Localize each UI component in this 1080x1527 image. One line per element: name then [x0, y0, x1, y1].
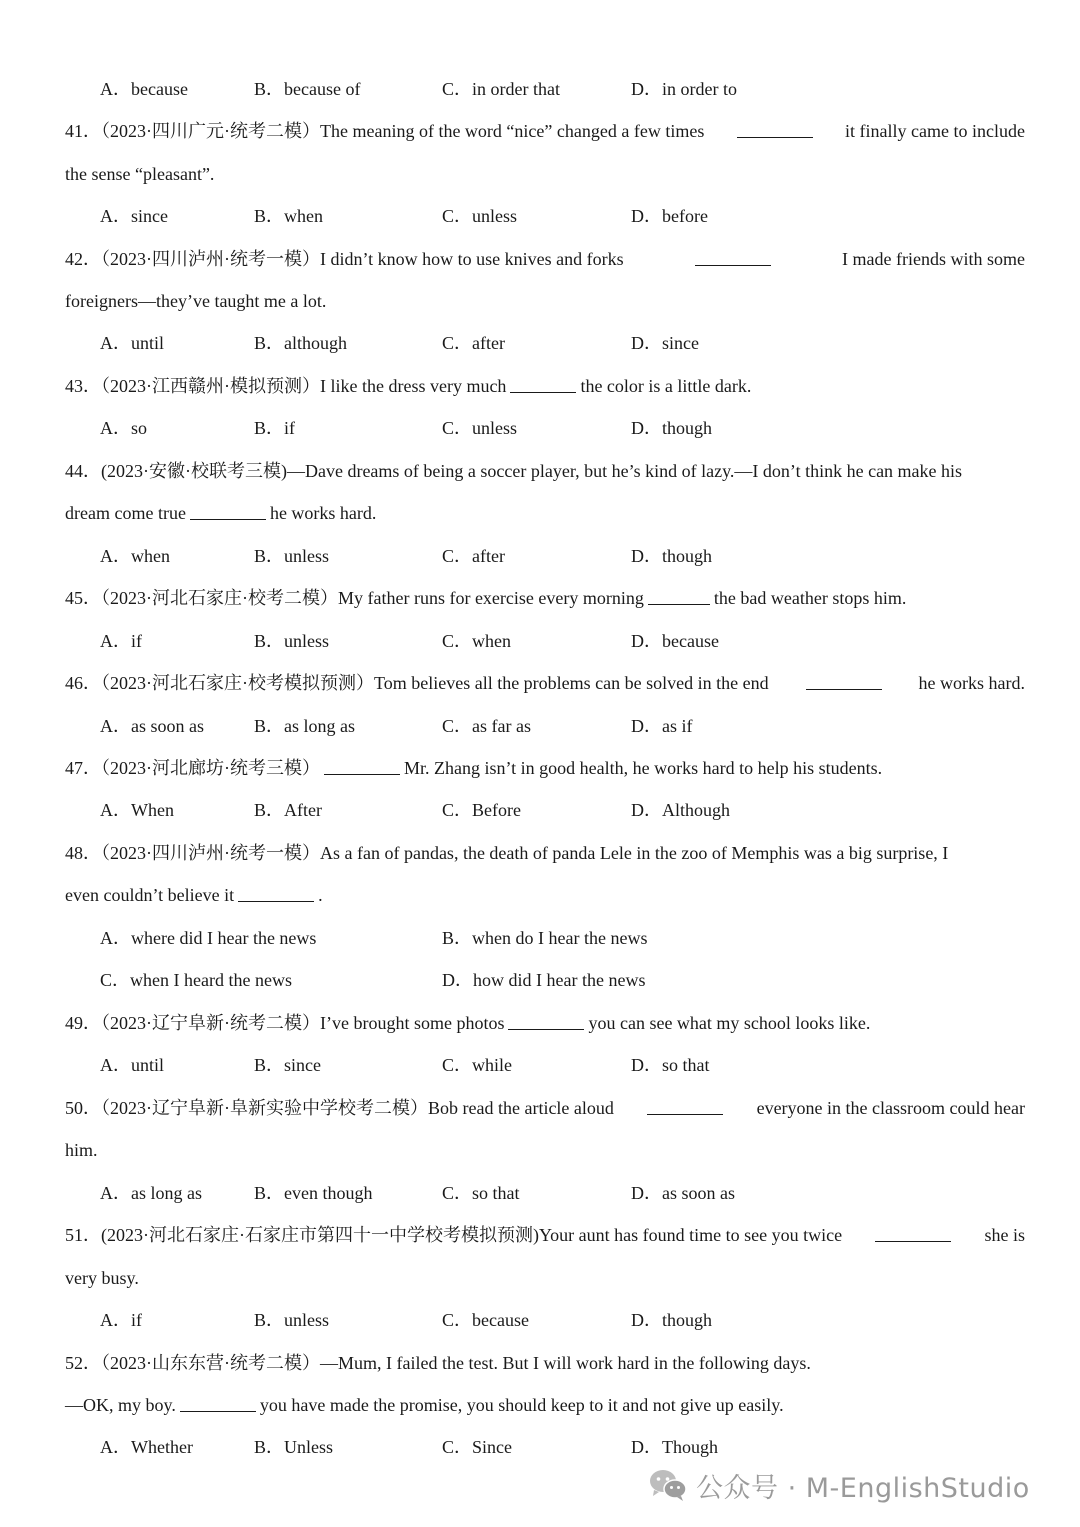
question-stem — [65, 1223, 1025, 1247]
question-text-after-blank: he works hard. — [269, 503, 377, 523]
answer-option: A．where did I hear the news — [100, 928, 317, 948]
answer-option: D．before — [631, 206, 708, 226]
answer-option: C．after — [442, 333, 505, 353]
answer-option: D．in order to — [631, 79, 737, 99]
answer-option: A．as soon as — [100, 716, 204, 736]
answer-option: A．because — [100, 79, 188, 99]
answer-option: C．as far as — [442, 716, 531, 736]
answer-option: B．if — [254, 418, 296, 438]
answer-option: A．until — [100, 1055, 165, 1075]
question-text: very busy. — [65, 1268, 139, 1288]
answer-option: D．though — [631, 418, 712, 438]
answer-option: B．when — [254, 206, 323, 226]
question-text-continued — [65, 1393, 1025, 1417]
question-text-after-blank: the bad weather stops him. — [713, 588, 907, 608]
question-text-after-blank: it finally came to include — [845, 121, 1025, 141]
answer-option: B．as long as — [254, 716, 355, 736]
answer-option: D．as if — [631, 716, 693, 736]
question-text: the sense “pleasant”. — [65, 164, 215, 184]
answer-option: B．After — [254, 800, 322, 820]
question-text-continued — [65, 289, 1025, 313]
answer-option: B．when do I hear the news — [442, 928, 648, 948]
answer-option: B．unless — [254, 1310, 330, 1330]
question-text: 47．（2023·河北廊坊·统考三模） — [65, 758, 320, 778]
question-text: 46．（2023·河北石家庄·校考模拟预测）Tom believes all the problems can be solved in the end — [65, 673, 769, 693]
question-stem — [65, 119, 1025, 143]
question-text: 48．（2023·四川泸州·统考一模）As a fan of pandas, the death of panda Lele in the zoo of Memphis was a big surprise, I — [65, 843, 949, 863]
question-text: foreigners—they’ve taught me a lot. — [65, 291, 327, 311]
question-stem — [65, 586, 1025, 610]
answer-option: A．until — [100, 333, 165, 353]
question-text: 44．(2023·安徽·校联考三模)—Dave dreams of being a soccer player, but he’s kind of lazy.—I don’t think he can make his — [65, 461, 963, 481]
answer-option: C．because — [442, 1310, 529, 1330]
answer-option: C．while — [442, 1055, 512, 1075]
answer-option: C．unless — [442, 418, 518, 438]
question-text: 50．（2023·辽宁阜新·阜新实验中学校考二模）Bob read the article aloud — [65, 1098, 614, 1118]
wechat-icon — [648, 1468, 688, 1502]
answer-blank — [806, 671, 882, 690]
question-text-after-blank: . — [318, 885, 323, 905]
answer-option: D．because — [631, 631, 719, 651]
answer-option: A．when — [100, 546, 170, 566]
answer-option: C．Since — [442, 1437, 512, 1457]
answer-option: A．When — [100, 800, 174, 820]
answer-blank — [508, 1011, 584, 1030]
question-text: even couldn’t believe it — [65, 885, 235, 905]
answer-option: D．though — [631, 1310, 712, 1330]
question-stem — [65, 671, 1025, 695]
question-stem — [65, 1096, 1025, 1120]
answer-option: D．Though — [631, 1437, 718, 1457]
question-text-after-blank: she is — [984, 1225, 1025, 1245]
answer-option: C．so that — [442, 1183, 520, 1203]
question-text-continued — [65, 1266, 1025, 1290]
question-text: 51．(2023·河北石家庄·石家庄市第四十一中学校考模拟预测)Your aunt has found time to see you twice — [65, 1225, 843, 1245]
answer-blank — [324, 756, 400, 775]
answer-option: A．Whether — [100, 1437, 193, 1457]
answer-option: D．so that — [631, 1055, 710, 1075]
question-stem — [65, 841, 1025, 865]
answer-option: C．in order that — [442, 79, 560, 99]
watermark-text: 公众号 · M-EnglishStudio — [696, 1472, 1030, 1504]
question-text-continued — [65, 162, 1025, 186]
answer-option: B．unless — [254, 631, 330, 651]
question-text: him. — [65, 1140, 98, 1160]
question-stem — [65, 1351, 1025, 1375]
answer-option: D．though — [631, 546, 712, 566]
answer-option: B．since — [254, 1055, 321, 1075]
answer-option: A．if — [100, 631, 142, 651]
question-stem — [65, 459, 1025, 483]
question-text-continued — [65, 1138, 1025, 1162]
answer-option: B．unless — [254, 546, 330, 566]
question-stem — [65, 1011, 1025, 1035]
answer-option: C．after — [442, 546, 505, 566]
answer-option: D．how did I hear the news — [442, 970, 646, 990]
question-stem — [65, 374, 1025, 398]
question-text: 43．（2023·江西赣州·模拟预测）I like the dress very much — [65, 376, 507, 396]
question-text: 41．（2023·四川广元·统考二模）The meaning of the word “nice” changed a few times — [65, 121, 705, 141]
answer-option: B．although — [254, 333, 347, 353]
question-text-after-blank: Mr. Zhang isn’t in good health, he works hard to help his students. — [404, 758, 883, 778]
answer-option: B．even though — [254, 1183, 373, 1203]
question-text-continued — [65, 883, 1025, 907]
question-text: 52．（2023·山东东营·统考二模）—Mum, I failed the test. But I will work hard in the following days. — [65, 1353, 811, 1373]
answer-option: B．Unless — [254, 1437, 334, 1457]
question-text: 45．（2023·河北石家庄·校考二模）My father runs for exercise every morning — [65, 588, 644, 608]
question-text-continued — [65, 501, 1025, 525]
question-stem — [65, 756, 1025, 780]
question-text-after-blank: the color is a little dark. — [580, 376, 752, 396]
question-text-after-blank: he works hard. — [918, 673, 1025, 693]
answer-blank — [648, 586, 710, 605]
answer-option: D．as soon as — [631, 1183, 735, 1203]
answer-option: A．so — [100, 418, 148, 438]
answer-option: B．because of — [254, 79, 361, 99]
question-text-after-blank: I made friends with some — [842, 249, 1025, 269]
answer-option: A．as long as — [100, 1183, 202, 1203]
answer-blank — [695, 247, 771, 266]
question-text: —OK, my boy. — [65, 1395, 176, 1415]
question-text-after-blank: you can see what my school looks like. — [588, 1013, 871, 1033]
answer-option: C．Before — [442, 800, 521, 820]
answer-blank — [238, 883, 314, 902]
answer-blank — [190, 501, 266, 520]
answer-blank — [510, 374, 576, 393]
question-stem — [65, 247, 1025, 271]
answer-option: A．since — [100, 206, 168, 226]
answer-option: D．Although — [631, 800, 730, 820]
answer-option: C．unless — [442, 206, 518, 226]
question-text: dream come true — [65, 503, 186, 523]
answer-blank — [737, 119, 813, 138]
answer-blank — [180, 1393, 256, 1412]
answer-option: C．when I heard the news — [100, 970, 292, 990]
answer-option: D．since — [631, 333, 699, 353]
answer-option: C．when — [442, 631, 511, 651]
answer-blank — [875, 1223, 951, 1242]
question-text: 42．（2023·四川泸州·统考一模）I didn’t know how to use knives and forks — [65, 249, 624, 269]
answer-option: A．if — [100, 1310, 142, 1330]
question-text: 49．（2023·辽宁阜新·统考二模）I’ve brought some photos — [65, 1013, 505, 1033]
answer-blank — [647, 1096, 723, 1115]
watermark — [648, 1465, 1030, 1505]
question-text-after-blank: everyone in the classroom could hear — [756, 1098, 1025, 1118]
question-text-after-blank: you have made the promise, you should keep to it and not give up easily. — [259, 1395, 784, 1415]
